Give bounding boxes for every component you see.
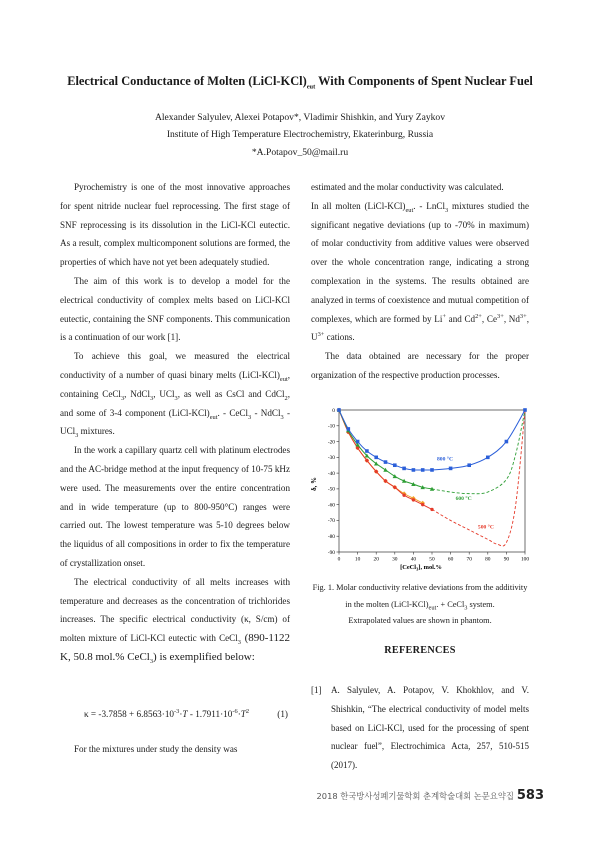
- data-point: [523, 408, 527, 412]
- data-point: [374, 456, 378, 460]
- y-tick-label: -50: [327, 486, 335, 493]
- data-point: [449, 467, 453, 471]
- paragraph-deviations: In all molten $(LiCl-KCl)_{eut}$. - LnCl$_3$ mixtures studied the significant negative deviations (up to -70% in maximum) of molar conductivity from additive values were observed over the whole concentration range, indicating a strong complexation in the systems. The results obtained are analyzed in terms of coexistence and mutual competition of complexes, which are formed by Li+ and $Cd^{2+}$, $Ce^{3+}$, $Nd^{3+}$, $U^{3+}$ cations.: [311, 200, 529, 343]
- data-point: [393, 486, 396, 489]
- institution: Institute of High Temperature Electrochemistry, Ekaterinburg, Russia: [166, 129, 434, 140]
- data-point: [430, 508, 433, 511]
- y-axis-label: δ, %: [311, 477, 318, 491]
- series-label: 800 °C: [436, 456, 454, 463]
- data-point: [384, 479, 387, 482]
- left-column: [60, 178, 290, 667]
- data-point: [412, 498, 415, 501]
- y-tick-label: -80: [327, 534, 335, 541]
- data-point: [384, 460, 388, 464]
- data-point: [347, 427, 351, 431]
- equation-1: $\kappa = -3.7858 + 6.8563\cdot 10^{-3}\cdot T - 1.7911\cdot 10^{-6}\cdot T^2$ (1): [84, 707, 288, 719]
- authors: Alexander Salyulev, Alexei Potapov*, Vladimir Shishkin, and Yury Zaykov: [154, 112, 446, 123]
- data-point: [402, 467, 406, 471]
- data-point: [421, 503, 424, 506]
- x-tick-label: 50: [429, 556, 435, 563]
- paragraph-conclusion: The data obtained are necessary for the proper organization of the respective production processes.: [311, 351, 529, 380]
- y-tick-label: 0: [332, 407, 335, 414]
- data-point: [365, 449, 369, 453]
- x-tick-label: 70: [466, 556, 472, 563]
- x-tick-label: 100: [520, 556, 530, 563]
- x-tick-label: 60: [447, 556, 454, 563]
- x-axis-label: [400, 564, 442, 572]
- references-heading: REFERENCES: [384, 645, 456, 656]
- x-axis-label-subscript: 3: [416, 566, 419, 572]
- paragraph-conductivity: The electrical conductivity of all melts increases with temperature and decreases as the concentration of trichlorides increases. The specific electrical conductivity (κ, S/cm) of molten mixture of LiCl-KCl eutectic with CeCl$_3$ (890-1122 K, 50.8 mol.% CeCl$_3$) is exemplified below:: [60, 576, 290, 666]
- paragraph-method: In the work a capillary quartz cell with platinum electrodes and the AC-bridge method at the input frequency of 10-75 kHz were used. The measurements over the entire concentration and in wide temperature (up to 800-950°C) ranges were carried out. The lowest temperature was 5-10 degrees below the liquidus of all compositions in order to fix the temperature of crystallization onset.: [60, 445, 290, 568]
- deviation-chart: [311, 402, 533, 574]
- data-point: [365, 459, 368, 462]
- page-footer: [290, 788, 544, 803]
- data-point: [505, 440, 509, 444]
- paragraph-aim: The aim of this work is to develop a model for the electrical conductivity of complex melts based on LiCl-KCl eutectic, containing the SNF components. This communication is a continuation of our work [1].: [60, 275, 290, 343]
- paper-title: Electrical Conductance of Molten $(LiCl-KCl)_{eut}$ With Components of Spent Nuclear Fuel: [67, 74, 533, 91]
- x-tick-label: 0: [337, 556, 341, 563]
- paragraph-goal: To achieve this goal, we measured the electrical conductivity of a number of quasi binary melts $(LiCl-KCl)_{eut}$, containing CeCl$_3$, NdCl$_3$, UCl$_3$, as well as CsCl and CdCl$_2$, and some of 3-4 component $(LiCl-KCl)_{eut}$. - CeCl$_3$ - NdCl$_3$ - UCl$_3$ mixtures.: [60, 351, 290, 440]
- data-point: [486, 456, 490, 460]
- y-tick-label: -60: [327, 502, 335, 509]
- reference-1: [311, 681, 529, 775]
- y-tick-label: -10: [327, 423, 335, 430]
- right-column: [311, 178, 529, 385]
- series-label: 600 °C: [455, 495, 472, 502]
- figure-caption: Fig. 1. Molar conductivity relative deviations from the additivity in the molten $(LiCl-KCl)_{eut}$. + CeCl$_3$ system. Extrapolated values are shown in phantom.: [312, 583, 528, 625]
- paragraph-intro: Pyrochemistry is one of the most innovative approaches for spent nitride nuclear fuel reprocessing. The first stage of SNF reprocessing is its dissolution in the LiCl-KCl eutectic. As a result, complex multicomponent solutions are formed, the properties of which have not yet been adequately studied.: [60, 182, 290, 268]
- x-axis-label-part: ], mol.%: [418, 564, 442, 571]
- data-point: [467, 463, 471, 467]
- y-tick-label: -90: [327, 549, 335, 556]
- paragraph-molar: estimated and the molar conductivity was calculated.: [311, 182, 504, 192]
- x-tick-label: 80: [485, 556, 491, 563]
- data-point: [421, 468, 425, 472]
- email: *A.Potapov_50@mail.ru: [251, 147, 349, 158]
- y-tick-label: -20: [327, 439, 335, 446]
- data-point: [356, 440, 360, 444]
- page-number: 583: [516, 788, 544, 803]
- data-point: [430, 468, 434, 472]
- reference-number: [1]: [311, 685, 322, 695]
- reference-text: A. Salyulev, A. Potapov, V. Khokhlov, and V. Shishkin, “The electrical conductivity of model melts based on LiCl-KCl, used for the processing of spent nuclear fuel”, Electrochimica Acta, 257, 510-515 (2017).: [331, 685, 529, 771]
- x-tick-label: 90: [503, 556, 510, 563]
- data-point: [402, 494, 405, 497]
- data-point: [337, 408, 341, 412]
- x-axis-label-part: [CeCl: [400, 564, 417, 571]
- series-label: 500 °C: [477, 524, 494, 531]
- y-tick-label: -70: [327, 518, 335, 525]
- data-point: [412, 468, 416, 472]
- y-tick-label: -40: [327, 470, 335, 477]
- paragraph-density: For the mixtures under study the density was: [74, 744, 238, 754]
- data-point: [375, 470, 378, 473]
- equation-number: (1): [277, 709, 288, 719]
- x-tick-label: 10: [354, 556, 361, 563]
- conference-name: 2018 한국방사성폐기물학회 춘계학술대회 논문요약집: [316, 791, 514, 801]
- y-tick-label: -30: [327, 455, 335, 462]
- x-tick-label: 30: [392, 556, 398, 563]
- data-point: [393, 463, 397, 467]
- x-tick-label: 20: [373, 556, 379, 563]
- x-tick-label: 40: [410, 556, 417, 563]
